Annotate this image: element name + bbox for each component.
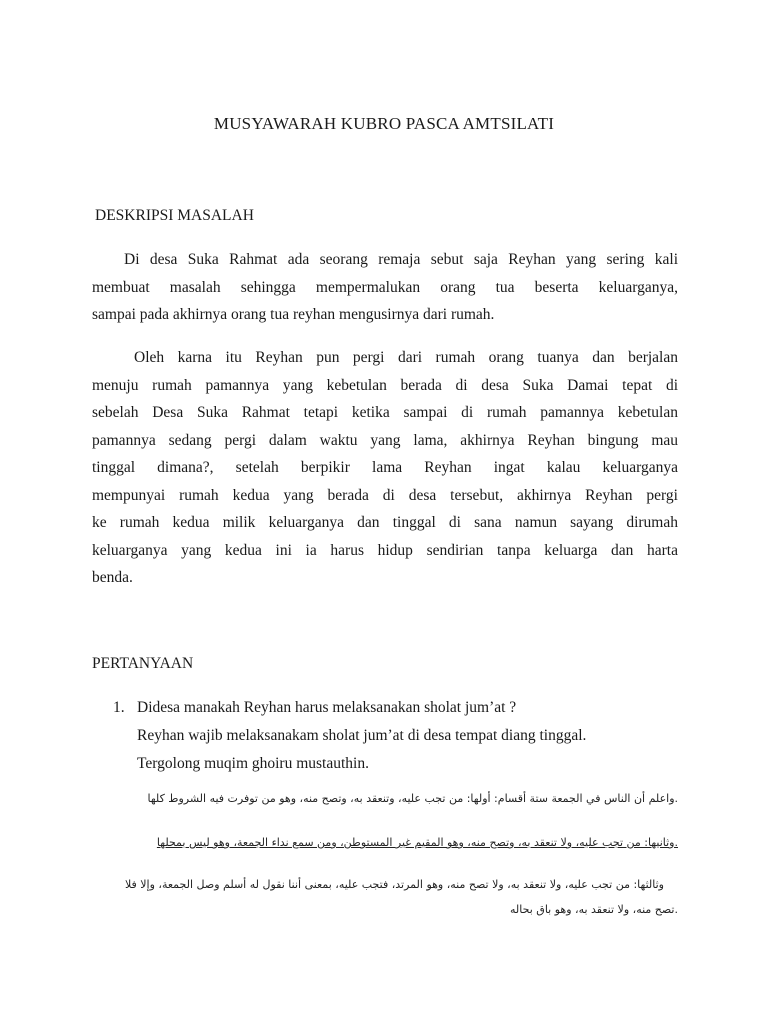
paragraph-line: sebelah Desa Suka Rahmat tetapi ketika sampai di rumah pamannya kebetulan: [92, 404, 678, 421]
section-heading-questions: PERTANYAAN: [92, 655, 194, 672]
paragraph-line: menuju rumah pamannya yang kebetulan berada di desa Suka Damai tepat di: [92, 376, 678, 394]
paragraph-line: tinggal dimana?, setelah berpikir lama Reyhan ingat kalau keluarganya: [92, 459, 678, 476]
document-title: MUSYAWARAH KUBRO PASCA AMTSILATI: [213, 114, 555, 133]
section-heading-description: DESKRIPSI MASALAH: [95, 207, 254, 224]
answer-text: Tergolong muqim ghoiru mustauthin.: [137, 755, 369, 772]
paragraph-line: benda.: [92, 569, 133, 586]
paragraph-1: [92, 246, 678, 329]
paragraph-line: pamannya sedang pergi dalam waktu yang lama, akhirnya Reyhan bingung mau: [92, 431, 678, 449]
question-number: 1.: [113, 699, 125, 716]
arabic-quote-line: وثالثها: من تجب عليه، ولا تنعقد به، ولا تصح منه، وهو المرتد، فتجب عليه، بمعنى أننا نقول له أسلم وصل الجمعة، وإلا فلا: [124, 878, 664, 891]
paragraph-2: [92, 344, 678, 592]
paragraph-line: sampai pada akhirnya orang tua reyhan mengusirnya dari rumah.: [92, 306, 495, 323]
paragraph-line: membuat masalah sehingga mempermalukan orang tua beserta keluarganya,: [92, 278, 678, 296]
paragraph-line: ke rumah kedua milik keluarganya dan tinggal di sana namun sayang dirumah: [92, 514, 678, 531]
paragraph-line: Di desa Suka Rahmat ada seorang remaja sebut saja Reyhan yang sering kali: [124, 251, 678, 268]
paragraph-line: mempunyai rumah kedua yang berada di desa tersebut, akhirnya Reyhan pergi: [92, 486, 678, 504]
paragraph-line: keluarganya yang kedua ini ia harus hidup sendirian tanpa keluarga dan harta: [92, 541, 678, 559]
question-text: Didesa manakah Reyhan harus melaksanakan sholat jum’at ?: [137, 699, 517, 716]
arabic-quote-line: .وثانيها: من تجب عليه، ولا تنعقد به، وتصح منه، وهو المقيم غير المستوطن، ومن سمع نداء الجمعة، وهو ليس بمحلها: [156, 836, 678, 849]
question-list: [113, 694, 673, 778]
paragraph-line: Oleh karna itu Reyhan pun pergi dari rumah orang tuanya dan berjalan: [134, 349, 678, 366]
question-body: [137, 694, 673, 778]
answer-text: Reyhan wajib melaksanakam sholat jum’at di desa tempat diang tinggal.: [137, 727, 587, 744]
arabic-quote-line: .تصح منه، ولا تنعقد به، وهو باق بحاله: [510, 903, 678, 916]
list-item: [113, 694, 673, 778]
arabic-quote-line: .واعلم أن الناس في الجمعة ستة أقسام: أولها: من تجب عليه، وتنعقد به، وتصح منه، وهو من توفرت فيه الشروط كلها: [147, 792, 678, 805]
